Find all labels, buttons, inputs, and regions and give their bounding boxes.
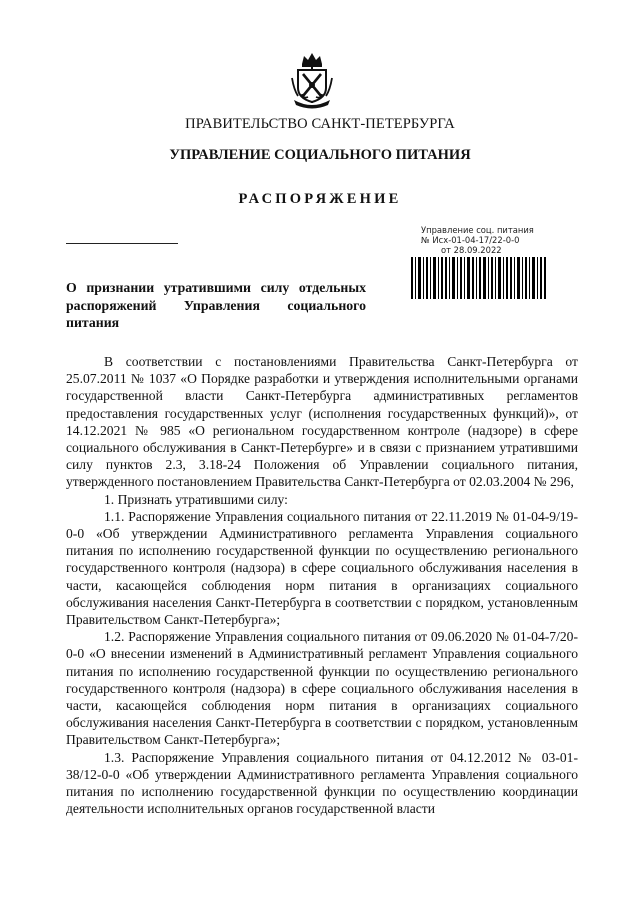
item-1-3: 1.3. Распоряжение Управления социального питания от 04.12.2012 № 03-01-38/12-0-0 «Об утверждении Административного регламента Управления социального питания по исполнению государственной функции по осуществлению координации деятельности исполнительных органов государственной власти	[66, 749, 578, 817]
barcode-icon	[411, 257, 546, 299]
item-1-1: 1.1. Распоряжение Управления социального питания от 22.11.2019 № 01-04-9/19-0-0 «Об утверждении Административного регламента Управления социального питания по исполнению государственной функции по осуществлению регионального государственного контроля (надзора) в сфере социального обслуживания населения в части, касающейся соблюдения норм питания в организациях социального обслуживания населения Санкт-Петербурга в соответствии с порядком, установленным Правительством Санкт-Петербурга»;	[66, 508, 578, 628]
stamp-org-line: Управление соц. питания	[421, 225, 534, 235]
preamble-paragraph: В соответствии с постановлениями Правительства Санкт-Петербурга от 25.07.2011 № 1037 «О Порядке разработки и утверждения исполнительными органами государственной власти Санкт-Петербурга административных регламентов предоставления государственных услуг (исполнения государственных функций)», от 14.12.2021 № 985 «О региональном государственном контроле (надзоре) в сфере социального обслуживания в Санкт-Петербурге» и в связи с признанием утратившими силу пунктов 2.3, 3.18-24 Положения об Управлении социального питания, утвержденного постановлением Правительства Санкт-Петербурга от 02.03.2004 № 296,	[66, 354, 578, 490]
government-name: ПРАВИТЕЛЬСТВО САНКТ-ПЕТЕРБУРГА	[185, 116, 455, 132]
date-number-blank-line	[66, 243, 178, 244]
department-name: УПРАВЛЕНИЕ СОЦИАЛЬНОГО ПИТАНИЯ	[169, 147, 471, 163]
document-subject: О признании утратившими силу отдельных распоряжений Управления социального питания	[66, 280, 366, 330]
document-type-title: РАСПОРЯЖЕНИЕ	[238, 191, 402, 207]
item-1-2: 1.2. Распоряжение Управления социального питания от 09.06.2020 № 01-04-7/20-0-0 «О внесении изменений в Административный регламент Управления социального питания по исполнению государственной функции по осуществлению регионального государственного контроля (надзора) в сфере социального обслуживания населения в части, касающейся соблюдения норм питания в организациях социального обслуживания населения Санкт-Петербурга в соответствии с порядком, установленным Правительством Санкт-Петербурга»;	[66, 629, 578, 748]
registration-stamp	[421, 225, 553, 255]
coat-of-arms-icon	[290, 50, 334, 110]
stamp-number-line: № Исх-01-04-17/22-0-0	[421, 235, 520, 245]
document-body	[66, 353, 578, 817]
stamp-date-line: от 28.09.2022	[441, 245, 502, 255]
item-1: 1. Признать утратившими силу:	[104, 491, 288, 507]
